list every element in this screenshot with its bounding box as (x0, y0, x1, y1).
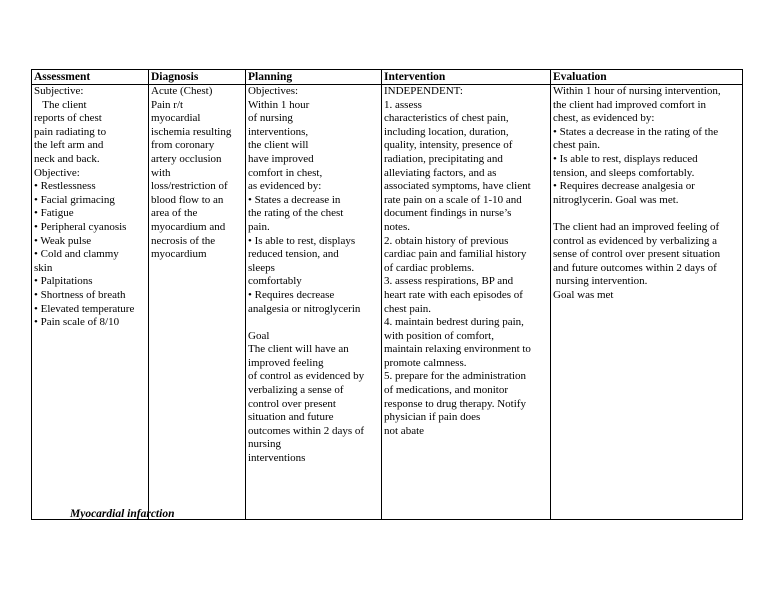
cell-line: 1. assess (384, 98, 422, 111)
cell-line: nursing (248, 438, 281, 451)
cell-line: • Pain scale of 8/10 (34, 316, 120, 329)
cell-line: The client had an improved feeling of (553, 220, 720, 233)
diagnosis-cell (149, 85, 246, 520)
cell-line: myocardium and (151, 220, 226, 233)
cell-line: sense of control over present situation (553, 248, 721, 261)
cell-line: necrosis of the (151, 234, 216, 247)
cell-line: nitroglycerin. Goal was met. (553, 193, 679, 206)
cell-line: of cardiac problems. (384, 261, 475, 274)
cell-line: ischemia resulting (151, 125, 232, 138)
cell-line: • Restlessness (34, 180, 96, 193)
cell-line: the client had improved comfort in (553, 98, 707, 111)
blank-line (248, 316, 379, 330)
caption: Myocardial infarction (70, 508, 175, 520)
cell-line: have improved (248, 152, 314, 165)
cell-line: Acute (Chest) (151, 85, 213, 97)
cell-line: neck and back. (34, 152, 100, 165)
cell-line: chest pain. (384, 302, 432, 315)
cell-line: The client will have an (248, 343, 349, 356)
cell-line: • Shortness of breath (34, 288, 126, 301)
content-row (32, 85, 743, 520)
cell-line: pain. (248, 220, 270, 233)
cell-line: • Cold and clammy (34, 248, 119, 261)
cell-line: Pain r/t (151, 98, 184, 111)
cell-line: 3. assess respirations, BP and (384, 275, 514, 288)
cell-line: quality, intensity, presence of (384, 139, 513, 152)
cell-line: pain radiating to (34, 125, 107, 138)
cell-line: • States a decrease in the rating of the (553, 125, 719, 138)
cell-line: artery occlusion (151, 152, 222, 165)
cell-line: from coronary (151, 139, 215, 152)
cell-line: Subjective: (34, 85, 84, 97)
cell-line: the left arm and (34, 139, 104, 152)
cell-line: Within 1 hour of nursing intervention, (553, 85, 721, 97)
cell-line: INDEPENDENT: (384, 85, 463, 97)
cell-line: including location, duration, (384, 125, 509, 138)
cell-line: area of the (151, 207, 198, 220)
cell-line: • Is able to rest, displays (248, 234, 356, 247)
header-intervention: Intervention (382, 70, 551, 85)
cell-line: radiation, precipitating and (384, 152, 503, 165)
cell-line: Objective: (34, 166, 80, 179)
cell-line: Goal was met (553, 288, 614, 301)
cell-line: sleeps (248, 261, 275, 274)
cell-line: loss/restriction of (151, 180, 228, 193)
assessment-cell (32, 85, 149, 520)
cell-line: and future outcomes within 2 days of (553, 261, 717, 274)
cell-line: reduced tension, and (248, 248, 339, 261)
cell-line: interventions, (248, 125, 309, 138)
cell-line: • Facial grimacing (34, 193, 115, 206)
cell-line: 4. maintain bedrest during pain, (384, 316, 524, 329)
cell-line: heart rate with each episodes of (384, 288, 523, 301)
nursing-care-plan-table (31, 69, 743, 520)
cell-line: cardiac pain and familial history (384, 248, 527, 261)
cell-line: skin (34, 261, 53, 274)
cell-line: • Weak pulse (34, 234, 92, 247)
cell-line: tension, and sleeps comfortably. (553, 166, 695, 179)
cell-line: • Palpitations (34, 275, 93, 288)
cell-line: blood flow to an (151, 193, 224, 206)
cell-line: Within 1 hour (248, 98, 310, 111)
cell-line: • Requires decrease (248, 288, 335, 301)
cell-line: maintain relaxing environment to (384, 343, 531, 356)
cell-line: myocardial (151, 112, 201, 125)
cell-line: • States a decrease in (248, 193, 341, 206)
header-evaluation: Evaluation (551, 70, 743, 85)
cell-line: characteristics of chest pain, (384, 112, 509, 125)
planning-cell (246, 85, 382, 520)
evaluation-cell (551, 85, 743, 520)
cell-line: response to drug therapy. Notify (384, 397, 526, 410)
cell-line: verbalizing a sense of (248, 384, 344, 397)
cell-line: chest pain. (553, 139, 601, 152)
header-diagnosis: Diagnosis (149, 70, 246, 85)
cell-line: the rating of the chest (248, 207, 344, 220)
intervention-cell (382, 85, 551, 520)
cell-line: comfort in chest, (248, 166, 323, 179)
cell-line: Goal (248, 329, 270, 342)
cell-line: notes. (384, 220, 410, 233)
cell-line: of medications, and monitor (384, 384, 509, 397)
cell-line: analgesia or nitroglycerin (248, 302, 361, 315)
cell-line: control as evidenced by verbalizing a (553, 234, 718, 247)
header-assessment: Assessment (32, 70, 149, 85)
cell-line: of control as evidenced by (248, 370, 365, 383)
cell-line: control over present (248, 397, 336, 410)
cell-line: not abate (384, 424, 425, 437)
cell-line: promote calmness. (384, 356, 467, 369)
cell-line: alleviating factors, and as (384, 166, 497, 179)
cell-line: document findings in nurse’s (384, 207, 512, 220)
cell-line: • Peripheral cyanosis (34, 220, 127, 233)
cell-line: rate pain on a scale of 1-10 and (384, 193, 522, 206)
cell-line: reports of chest (34, 112, 102, 125)
cell-line: improved feeling (248, 356, 324, 369)
blank-line (553, 207, 740, 221)
cell-line: • Fatigue (34, 207, 74, 220)
cell-line: • Requires decrease analgesia or (553, 180, 695, 193)
cell-line: myocardium (151, 248, 207, 261)
cell-line: with position of comfort, (384, 329, 494, 342)
cell-line: interventions (248, 452, 306, 465)
cell-line: nursing intervention. (553, 275, 648, 288)
cell-line: of nursing (248, 112, 293, 125)
cell-line: 5. prepare for the administration (384, 370, 527, 383)
cell-line: chest, as evidenced by: (553, 112, 655, 125)
header-row (32, 70, 743, 85)
cell-line: • Is able to rest, displays reduced (553, 152, 698, 165)
cell-line: associated symptoms, have client (384, 180, 531, 193)
cell-line: comfortably (248, 275, 302, 288)
cell-line: Objectives: (248, 85, 299, 97)
cell-line: situation and future (248, 411, 334, 424)
cell-line: with (151, 166, 171, 179)
cell-line: 2. obtain history of previous (384, 234, 509, 247)
cell-line: physician if pain does (384, 411, 481, 424)
header-planning: Planning (246, 70, 382, 85)
cell-line: outcomes within 2 days of (248, 424, 365, 437)
cell-line: the client will (248, 139, 309, 152)
cell-line: • Elevated temperature (34, 302, 135, 315)
cell-line: as evidenced by: (248, 180, 322, 193)
cell-line: The client (34, 98, 87, 111)
